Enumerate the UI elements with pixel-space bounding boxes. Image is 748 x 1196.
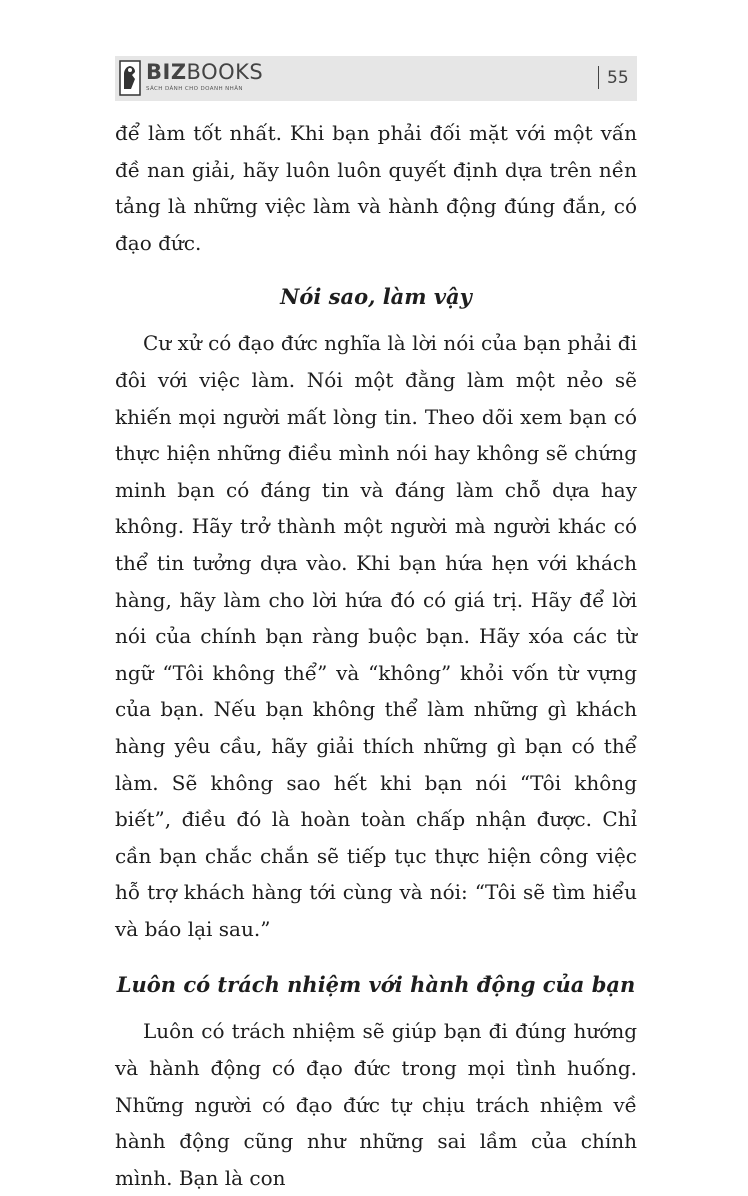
section-1-paragraph: Cư xử có đạo đức nghĩa là lời nói của bạn phải đi đôi với việc làm. Nói một đằng làm một nẻo sẽ khiến mọi người mất lòng tin. Theo dõi xem bạn có thực hiện những điều mình nói hay không sẽ chứng minh bạn có đáng tin và đáng làm chỗ dựa hay không. Hãy trở thành một người mà người khác có thể tin tưởng dựa vào. Khi bạn hứa hẹn với khách hàng, hãy làm cho lời hứa đó có giá trị. Hãy để lời nói của chính bạn ràng buộc bạn. Hãy xóa các từ ngữ “Tôi không thể” và “không” khỏi vốn từ vựng của bạn. Nếu bạn không thể làm những gì khách hàng yêu cầu, hãy giải thích những gì bạn có thể làm. Sẽ không sao hết khi bạn nói “Tôi không biết”, điều đó là hoàn toàn chấp nhận được. Chỉ cần bạn chắc chắn sẽ tiếp tục thực hiện công việc hỗ trợ khách hàng tới cùng và nói: “Tôi sẽ tìm hiểu và báo lại sau.” xyxy=(115,331,637,941)
logo-tagline: SÁCH DÀNH CHO DOANH NHÂN xyxy=(146,86,243,92)
logo-wordmark xyxy=(146,60,263,84)
section-heading-1: Nói sao, làm vậy xyxy=(280,284,472,310)
page-number: 55 xyxy=(607,68,629,88)
logo-brand-rest: BOOKS xyxy=(186,60,264,84)
section-2-paragraph: Luôn có trách nhiệm sẽ giúp bạn đi đúng hướng và hành động có đạo đức trong mọi tình huống. Những người có đạo đức tự chịu trách nhiệm về hành động cũng như những sai lầm của chính mình. Bạn là con xyxy=(115,1019,637,1190)
page-header xyxy=(115,56,637,101)
intro-paragraph: để làm tốt nhất. Khi bạn phải đối mặt với một vấn đề nan giải, hãy luôn luôn quyết định dựa trên nền tảng là những việc làm và hành động đúng đắn, có đạo đức. xyxy=(115,121,637,255)
section-heading-2: Luôn có trách nhiệm với hành động của bạn xyxy=(116,972,636,998)
page-number-divider xyxy=(598,66,599,89)
bizbooks-logo-icon xyxy=(119,59,141,97)
logo-brand-bold: BIZ xyxy=(146,60,187,84)
page-body xyxy=(115,115,637,1196)
